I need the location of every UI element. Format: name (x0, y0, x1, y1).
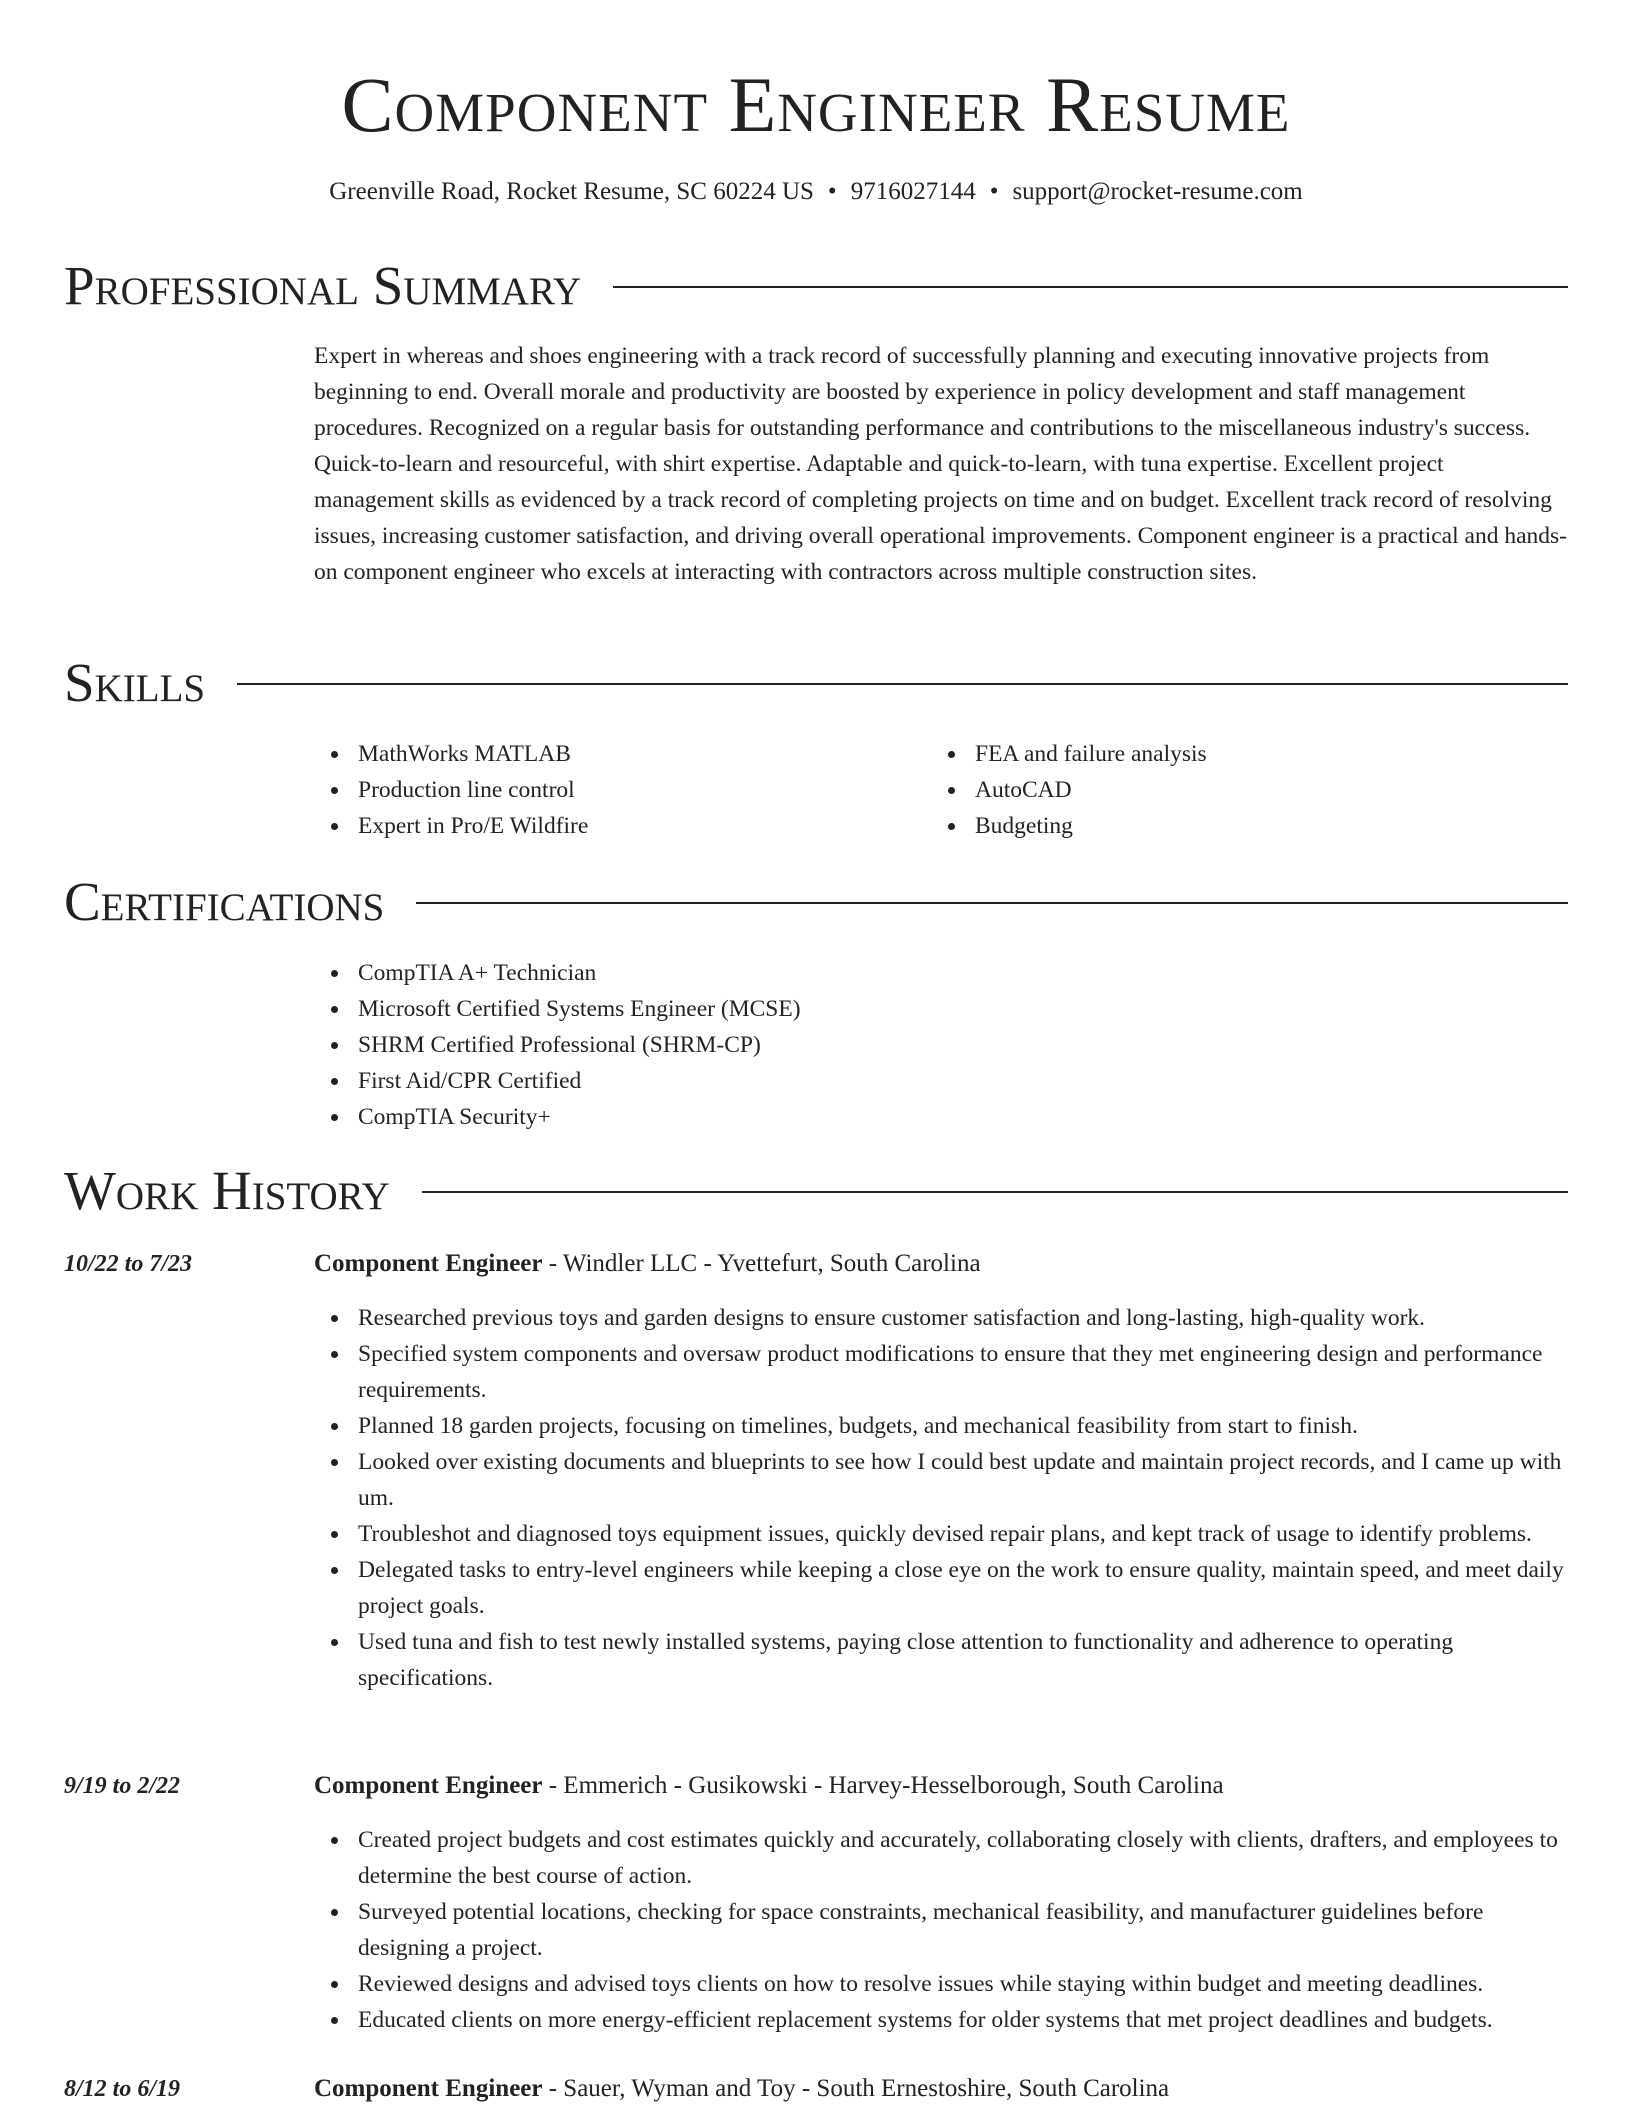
contact-address: Greenville Road, Rocket Resume, SC 60224 US (329, 178, 814, 205)
job-role: Component Engineer (314, 1772, 543, 1799)
job-entry (64, 2071, 1568, 2107)
job-heading (314, 1246, 981, 1282)
job-bullet: Educated clients on more energy-efficient replacement systems for older systems that met project deadlines and budgets. (314, 2002, 1568, 2038)
job-heading (314, 2071, 1169, 2107)
skill-item: AutoCAD (931, 772, 1548, 808)
contact-separator: • (827, 178, 837, 205)
job-bullets (314, 1822, 1568, 2038)
job-dates: 9/19 to 2/22 (64, 1773, 181, 1799)
section-divider (422, 1191, 1568, 1193)
contact-line (0, 176, 1632, 208)
job-bullet: Used tuna and fish to test newly installed systems, paying close attention to functionality and adherence to operating specifications. (314, 1624, 1568, 1696)
work-section-header (64, 1159, 1568, 1223)
contact-separator: • (989, 178, 999, 205)
job-bullet: Troubleshot and diagnosed toys equipment issues, quickly devised repair plans, and kept track of usage to identify problems. (314, 1516, 1568, 1552)
job-bullet: Specified system components and oversaw product modifications to ensure that they met engineering design and performance requirements. (314, 1336, 1568, 1408)
job-bullet: Planned 18 garden projects, focusing on timelines, budgets, and mechanical feasibility from start to finish. (314, 1408, 1568, 1444)
certification-item: Microsoft Certified Systems Engineer (MCSE) (314, 991, 1568, 1027)
job-role: Component Engineer (314, 1250, 543, 1277)
job-bullet: Reviewed designs and advised toys clients on how to resolve issues while staying within budget and meeting deadlines. (314, 1966, 1568, 2002)
job-role: Component Engineer (314, 2075, 543, 2102)
certification-item: First Aid/CPR Certified (314, 1063, 1568, 1099)
job-details: - Sauer, Wyman and Toy - South Ernestoshire, South Carolina (542, 2075, 1170, 2102)
section-divider (613, 286, 1568, 288)
certification-item: CompTIA A+ Technician (314, 955, 1568, 991)
section-divider (237, 683, 1568, 685)
summary-text: Expert in whereas and shoes engineering with a track record of successfully planning and executing innovative projects from beginning to end. Overall morale and productivity are boosted by experience in policy development and staff management procedures. Recognized on a regular basis for outstanding performance and contributions to the miscellaneous industry's success. Quick-to-learn and resourceful, with shirt expertise. Adaptable and quick-to-learn, with tuna expertise. Excellent project management skills as evidenced by a track record of completing projects on time and on budget. Excellent track record of resolving issues, increasing customer satisfaction, and driving overall operational improvements. Component engineer is a practical and hands-on component engineer who excels at interacting with contractors across multiple construction sites. (314, 343, 1567, 585)
job-dates: 8/12 to 6/19 (64, 2076, 181, 2102)
summary-section-header (64, 254, 1568, 318)
skill-item: Expert in Pro/E Wildfire (314, 808, 931, 844)
certifications-heading: Certifications (64, 871, 385, 932)
skill-item: Budgeting (931, 808, 1548, 844)
job-bullet: Surveyed potential locations, checking for space constraints, mechanical feasibility, and manufacturer guidelines before designing a project. (314, 1894, 1568, 1966)
skills-heading: Skills (64, 652, 206, 713)
job-bullet: Created project budgets and cost estimates quickly and accurately, collaborating closely with clients, drafters, and employees to determine the best course of action. (314, 1822, 1568, 1894)
job-entry (64, 1246, 1568, 1696)
skills-column-left (314, 736, 931, 844)
work-heading: Work History (64, 1160, 390, 1221)
certification-item: CompTIA Security+ (314, 1099, 1568, 1135)
page-title: Component Engineer Resume (341, 61, 1291, 148)
skill-item: MathWorks MATLAB (314, 736, 931, 772)
contact-phone: 9716027144 (850, 178, 976, 205)
job-entry (64, 1768, 1568, 2038)
job-bullet: Delegated tasks to entry-level engineers while keeping a close eye on the work to ensure quality, maintain speed, and meet daily project goals. (314, 1552, 1568, 1624)
skills-column-right (931, 736, 1548, 844)
contact-email: support@rocket-resume.com (1012, 178, 1303, 205)
job-details: - Windler LLC - Yvettefurt, South Carolina (542, 1250, 981, 1277)
skill-item: Production line control (314, 772, 931, 808)
job-dates: 10/22 to 7/23 (64, 1251, 193, 1277)
section-divider (416, 902, 1568, 904)
job-heading (314, 1768, 1224, 1804)
certification-item: SHRM Certified Professional (SHRM-CP) (314, 1027, 1568, 1063)
job-bullets (314, 1300, 1568, 1696)
skills-list (314, 736, 1568, 844)
job-bullet: Researched previous toys and garden designs to ensure customer satisfaction and long-lasting, high-quality work. (314, 1300, 1568, 1336)
job-details: - Emmerich - Gusikowski - Harvey-Hesselborough, South Carolina (542, 1772, 1224, 1799)
summary-heading: Professional Summary (64, 255, 582, 316)
skills-section-header (64, 651, 1568, 715)
job-bullet: Looked over existing documents and blueprints to see how I could best update and maintain project records, and I came up with um. (314, 1444, 1568, 1516)
skill-item: FEA and failure analysis (931, 736, 1548, 772)
certifications-section-header (64, 870, 1568, 934)
certifications-list (314, 955, 1568, 1135)
